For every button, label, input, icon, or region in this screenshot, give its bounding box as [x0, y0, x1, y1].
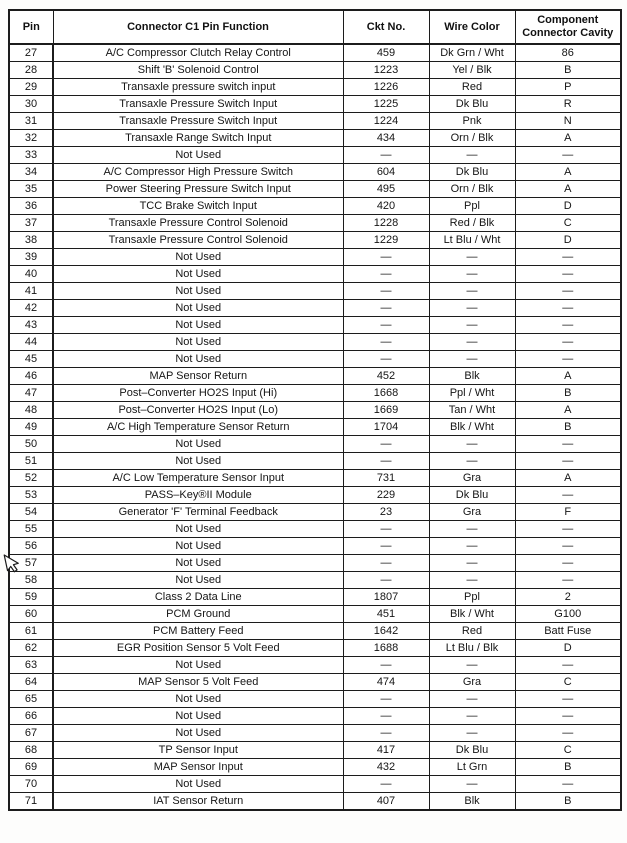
pin-number-cell: 42 — [9, 300, 53, 317]
connector-cavity-cell: — — [515, 538, 621, 555]
wire-color-cell: — — [429, 453, 515, 470]
pin-function-cell: A/C Compressor High Pressure Switch — [53, 164, 343, 181]
header-component-connector-cavity: Component Connector Cavity — [515, 10, 621, 44]
circuit-number-cell: — — [343, 538, 429, 555]
pin-function-cell: Not Used — [53, 555, 343, 572]
pin-function-cell: Not Used — [53, 453, 343, 470]
connector-cavity-cell: P — [515, 79, 621, 96]
table-row — [9, 640, 621, 657]
table-row — [9, 487, 621, 504]
circuit-number-cell: 495 — [343, 181, 429, 198]
pin-number-cell: 35 — [9, 181, 53, 198]
circuit-number-cell: 432 — [343, 759, 429, 776]
pin-number-cell: 62 — [9, 640, 53, 657]
table-row — [9, 334, 621, 351]
pin-number-cell: 32 — [9, 130, 53, 147]
pin-function-cell: Not Used — [53, 147, 343, 164]
connector-cavity-cell: A — [515, 130, 621, 147]
connector-cavity-cell: B — [515, 419, 621, 436]
table-row — [9, 164, 621, 181]
circuit-number-cell: 1704 — [343, 419, 429, 436]
wire-color-cell: — — [429, 283, 515, 300]
pin-function-cell: Not Used — [53, 249, 343, 266]
pin-function-cell: Not Used — [53, 725, 343, 742]
pin-function-cell: A/C Compressor Clutch Relay Control — [53, 44, 343, 62]
pin-number-cell: 55 — [9, 521, 53, 538]
pin-function-cell: Generator 'F' Terminal Feedback — [53, 504, 343, 521]
pin-function-cell: Post–Converter HO2S Input (Lo) — [53, 402, 343, 419]
connector-cavity-cell: C — [515, 215, 621, 232]
connector-cavity-cell: Batt Fuse — [515, 623, 621, 640]
table-row — [9, 181, 621, 198]
pin-function-cell: Transaxle pressure switch input — [53, 79, 343, 96]
circuit-number-cell: 452 — [343, 368, 429, 385]
wire-color-cell: — — [429, 725, 515, 742]
connector-cavity-cell: — — [515, 147, 621, 164]
connector-cavity-cell: — — [515, 487, 621, 504]
table-row — [9, 606, 621, 623]
wire-color-cell: — — [429, 436, 515, 453]
connector-cavity-cell: B — [515, 385, 621, 402]
pin-function-cell: Not Used — [53, 521, 343, 538]
connector-cavity-cell: 2 — [515, 589, 621, 606]
pin-number-cell: 52 — [9, 470, 53, 487]
pin-function-cell: Not Used — [53, 572, 343, 589]
connector-cavity-cell: B — [515, 759, 621, 776]
wire-color-cell: — — [429, 538, 515, 555]
wire-color-cell: Gra — [429, 470, 515, 487]
wire-color-cell: Lt Blu / Wht — [429, 232, 515, 249]
pin-function-cell: TCC Brake Switch Input — [53, 198, 343, 215]
pin-number-cell: 29 — [9, 79, 53, 96]
wire-color-cell: Gra — [429, 504, 515, 521]
pin-function-cell: A/C Low Temperature Sensor Input — [53, 470, 343, 487]
wire-color-cell: — — [429, 555, 515, 572]
pin-number-cell: 30 — [9, 96, 53, 113]
circuit-number-cell: — — [343, 147, 429, 164]
connector-cavity-cell: N — [515, 113, 621, 130]
pin-function-cell: EGR Position Sensor 5 Volt Feed — [53, 640, 343, 657]
pin-number-cell: 64 — [9, 674, 53, 691]
pin-number-cell: 37 — [9, 215, 53, 232]
pin-number-cell: 49 — [9, 419, 53, 436]
table-row — [9, 674, 621, 691]
pin-function-cell: PASS–Key®II Module — [53, 487, 343, 504]
connector-cavity-cell: — — [515, 453, 621, 470]
connector-cavity-cell: A — [515, 470, 621, 487]
pin-function-cell: MAP Sensor 5 Volt Feed — [53, 674, 343, 691]
circuit-number-cell: 1807 — [343, 589, 429, 606]
connector-cavity-cell: A — [515, 164, 621, 181]
table-row — [9, 283, 621, 300]
pin-function-cell: Transaxle Pressure Switch Input — [53, 113, 343, 130]
pin-number-cell: 45 — [9, 351, 53, 368]
connector-cavity-cell: — — [515, 351, 621, 368]
circuit-number-cell: 434 — [343, 130, 429, 147]
wire-color-cell: Pnk — [429, 113, 515, 130]
table-row — [9, 470, 621, 487]
table-row — [9, 419, 621, 436]
table-row — [9, 691, 621, 708]
circuit-number-cell: — — [343, 572, 429, 589]
wire-color-cell: Blk — [429, 793, 515, 811]
table-row — [9, 759, 621, 776]
table-row — [9, 436, 621, 453]
wire-color-cell: Lt Grn — [429, 759, 515, 776]
table-row — [9, 657, 621, 674]
pin-number-cell: 57 — [9, 555, 53, 572]
pin-number-cell: 66 — [9, 708, 53, 725]
wire-color-cell: Dk Grn / Wht — [429, 44, 515, 62]
pin-number-cell: 56 — [9, 538, 53, 555]
table-row — [9, 147, 621, 164]
wire-color-cell: Red — [429, 79, 515, 96]
table-row — [9, 96, 621, 113]
connector-cavity-cell: A — [515, 402, 621, 419]
table-row — [9, 521, 621, 538]
table-row — [9, 742, 621, 759]
table-row — [9, 130, 621, 147]
connector-cavity-cell: A — [515, 181, 621, 198]
wire-color-cell: — — [429, 351, 515, 368]
table-header-row — [9, 10, 621, 44]
pin-number-cell: 61 — [9, 623, 53, 640]
circuit-number-cell: 1229 — [343, 232, 429, 249]
pin-function-cell: Not Used — [53, 708, 343, 725]
pin-number-cell: 67 — [9, 725, 53, 742]
circuit-number-cell: 459 — [343, 44, 429, 62]
table-row — [9, 725, 621, 742]
pin-number-cell: 47 — [9, 385, 53, 402]
pin-number-cell: 53 — [9, 487, 53, 504]
pin-function-cell: Not Used — [53, 351, 343, 368]
header-function: Connector C1 Pin Function — [53, 10, 343, 44]
connector-c1-pinout-table — [8, 9, 622, 811]
pin-number-cell: 27 — [9, 44, 53, 62]
table-row — [9, 300, 621, 317]
circuit-number-cell: — — [343, 266, 429, 283]
pin-number-cell: 60 — [9, 606, 53, 623]
connector-cavity-cell: — — [515, 776, 621, 793]
table-row — [9, 215, 621, 232]
circuit-number-cell: 1228 — [343, 215, 429, 232]
pin-function-cell: MAP Sensor Input — [53, 759, 343, 776]
pin-function-cell: Not Used — [53, 657, 343, 674]
wire-color-cell: — — [429, 147, 515, 164]
circuit-number-cell: 474 — [343, 674, 429, 691]
pin-number-cell: 31 — [9, 113, 53, 130]
wire-color-cell: Blk — [429, 368, 515, 385]
connector-cavity-cell: F — [515, 504, 621, 521]
connector-cavity-cell: — — [515, 708, 621, 725]
header-ckt-no: Ckt No. — [343, 10, 429, 44]
pin-function-cell: Transaxle Range Switch Input — [53, 130, 343, 147]
pin-function-cell: Transaxle Pressure Switch Input — [53, 96, 343, 113]
circuit-number-cell: — — [343, 351, 429, 368]
circuit-number-cell: 1669 — [343, 402, 429, 419]
circuit-number-cell: 1225 — [343, 96, 429, 113]
table-row — [9, 351, 621, 368]
table-row — [9, 368, 621, 385]
pin-number-cell: 70 — [9, 776, 53, 793]
pin-function-cell: Power Steering Pressure Switch Input — [53, 181, 343, 198]
circuit-number-cell: 1224 — [343, 113, 429, 130]
table-row — [9, 504, 621, 521]
circuit-number-cell: 1642 — [343, 623, 429, 640]
connector-cavity-cell: — — [515, 436, 621, 453]
circuit-number-cell: — — [343, 521, 429, 538]
circuit-number-cell: — — [343, 691, 429, 708]
table-row — [9, 79, 621, 96]
table-row — [9, 776, 621, 793]
pin-number-cell: 58 — [9, 572, 53, 589]
connector-cavity-cell: — — [515, 691, 621, 708]
connector-cavity-cell: — — [515, 300, 621, 317]
pin-function-cell: PCM Battery Feed — [53, 623, 343, 640]
connector-cavity-cell: — — [515, 657, 621, 674]
pin-function-cell: Post–Converter HO2S Input (Hi) — [53, 385, 343, 402]
pin-number-cell: 51 — [9, 453, 53, 470]
pin-function-cell: Not Used — [53, 266, 343, 283]
circuit-number-cell: 731 — [343, 470, 429, 487]
pin-number-cell: 59 — [9, 589, 53, 606]
pin-function-cell: TP Sensor Input — [53, 742, 343, 759]
circuit-number-cell: — — [343, 300, 429, 317]
pin-number-cell: 46 — [9, 368, 53, 385]
wire-color-cell: — — [429, 266, 515, 283]
pin-number-cell: 69 — [9, 759, 53, 776]
pin-number-cell: 41 — [9, 283, 53, 300]
pin-function-cell: Not Used — [53, 300, 343, 317]
pin-number-cell: 44 — [9, 334, 53, 351]
table-row — [9, 44, 621, 62]
pin-function-cell: Not Used — [53, 283, 343, 300]
connector-cavity-cell: — — [515, 266, 621, 283]
connector-cavity-cell: — — [515, 555, 621, 572]
circuit-number-cell: — — [343, 657, 429, 674]
wire-color-cell: Dk Blu — [429, 164, 515, 181]
wire-color-cell: — — [429, 776, 515, 793]
circuit-number-cell: — — [343, 317, 429, 334]
circuit-number-cell: — — [343, 283, 429, 300]
table-row — [9, 538, 621, 555]
circuit-number-cell: — — [343, 776, 429, 793]
pin-number-cell: 71 — [9, 793, 53, 811]
pin-number-cell: 38 — [9, 232, 53, 249]
pin-number-cell: 33 — [9, 147, 53, 164]
pin-number-cell: 63 — [9, 657, 53, 674]
pin-number-cell: 36 — [9, 198, 53, 215]
connector-cavity-cell: D — [515, 232, 621, 249]
wire-color-cell: Dk Blu — [429, 96, 515, 113]
circuit-number-cell: — — [343, 555, 429, 572]
wire-color-cell: Blk / Wht — [429, 606, 515, 623]
wire-color-cell: Orn / Blk — [429, 181, 515, 198]
circuit-number-cell: — — [343, 708, 429, 725]
circuit-number-cell: 604 — [343, 164, 429, 181]
connector-cavity-cell: — — [515, 317, 621, 334]
connector-cavity-cell: A — [515, 368, 621, 385]
table-row — [9, 572, 621, 589]
wire-color-cell: Red — [429, 623, 515, 640]
header-pin: Pin — [9, 10, 53, 44]
pin-function-cell: Not Used — [53, 691, 343, 708]
wire-color-cell: Red / Blk — [429, 215, 515, 232]
pin-number-cell: 28 — [9, 62, 53, 79]
wire-color-cell: — — [429, 249, 515, 266]
table-row — [9, 62, 621, 79]
circuit-number-cell: — — [343, 436, 429, 453]
circuit-number-cell: — — [343, 334, 429, 351]
pin-function-cell: Not Used — [53, 334, 343, 351]
pin-number-cell: 54 — [9, 504, 53, 521]
pin-function-cell: Not Used — [53, 538, 343, 555]
wire-color-cell: Dk Blu — [429, 487, 515, 504]
circuit-number-cell: 1226 — [343, 79, 429, 96]
connector-cavity-cell: C — [515, 742, 621, 759]
connector-cavity-cell: — — [515, 249, 621, 266]
wire-color-cell: — — [429, 300, 515, 317]
wire-color-cell: — — [429, 334, 515, 351]
wire-color-cell: — — [429, 317, 515, 334]
table-row — [9, 317, 621, 334]
circuit-number-cell: 1688 — [343, 640, 429, 657]
table-row — [9, 113, 621, 130]
circuit-number-cell: 1223 — [343, 62, 429, 79]
table-row — [9, 589, 621, 606]
pin-function-cell: Not Used — [53, 317, 343, 334]
table-row — [9, 232, 621, 249]
connector-cavity-cell: G100 — [515, 606, 621, 623]
pin-number-cell: 39 — [9, 249, 53, 266]
wire-color-cell: Ppl / Wht — [429, 385, 515, 402]
table-row — [9, 453, 621, 470]
pin-number-cell: 48 — [9, 402, 53, 419]
table-row — [9, 266, 621, 283]
pin-function-cell: Not Used — [53, 436, 343, 453]
pin-function-cell: IAT Sensor Return — [53, 793, 343, 811]
circuit-number-cell: 23 — [343, 504, 429, 521]
pin-function-cell: Class 2 Data Line — [53, 589, 343, 606]
wire-color-cell: Tan / Wht — [429, 402, 515, 419]
table-row — [9, 385, 621, 402]
connector-cavity-cell: R — [515, 96, 621, 113]
connector-cavity-cell: B — [515, 62, 621, 79]
circuit-number-cell: 1668 — [343, 385, 429, 402]
pin-table-body — [9, 44, 621, 810]
pin-number-cell: 40 — [9, 266, 53, 283]
circuit-number-cell: — — [343, 725, 429, 742]
circuit-number-cell: 451 — [343, 606, 429, 623]
table-row — [9, 708, 621, 725]
connector-cavity-cell: — — [515, 334, 621, 351]
pin-function-cell: A/C High Temperature Sensor Return — [53, 419, 343, 436]
connector-cavity-cell: D — [515, 640, 621, 657]
pin-function-cell: Not Used — [53, 776, 343, 793]
pin-number-cell: 65 — [9, 691, 53, 708]
pin-number-cell: 34 — [9, 164, 53, 181]
pin-function-cell: Shift 'B' Solenoid Control — [53, 62, 343, 79]
connector-cavity-cell: C — [515, 674, 621, 691]
pin-function-cell: PCM Ground — [53, 606, 343, 623]
circuit-number-cell: 420 — [343, 198, 429, 215]
pin-number-cell: 50 — [9, 436, 53, 453]
wire-color-cell: — — [429, 691, 515, 708]
header-wire-color: Wire Color — [429, 10, 515, 44]
connector-cavity-cell: — — [515, 283, 621, 300]
connector-cavity-cell: — — [515, 725, 621, 742]
connector-cavity-cell: — — [515, 521, 621, 538]
table-row — [9, 623, 621, 640]
connector-cavity-cell: — — [515, 572, 621, 589]
wire-color-cell: — — [429, 521, 515, 538]
wire-color-cell: — — [429, 708, 515, 725]
circuit-number-cell: — — [343, 453, 429, 470]
wire-color-cell: Ppl — [429, 198, 515, 215]
wire-color-cell: Ppl — [429, 589, 515, 606]
circuit-number-cell: 407 — [343, 793, 429, 811]
pin-function-cell: Transaxle Pressure Control Solenoid — [53, 215, 343, 232]
wire-color-cell: Blk / Wht — [429, 419, 515, 436]
wire-color-cell: Orn / Blk — [429, 130, 515, 147]
wire-color-cell: Lt Blu / Blk — [429, 640, 515, 657]
connector-cavity-cell: D — [515, 198, 621, 215]
circuit-number-cell: 417 — [343, 742, 429, 759]
pin-number-cell: 68 — [9, 742, 53, 759]
table-row — [9, 198, 621, 215]
wire-color-cell: — — [429, 657, 515, 674]
wire-color-cell: Yel / Blk — [429, 62, 515, 79]
wire-color-cell: — — [429, 572, 515, 589]
wire-color-cell: Gra — [429, 674, 515, 691]
wire-color-cell: Dk Blu — [429, 742, 515, 759]
table-row — [9, 249, 621, 266]
table-row — [9, 555, 621, 572]
pin-function-cell: MAP Sensor Return — [53, 368, 343, 385]
table-row — [9, 793, 621, 811]
connector-cavity-cell: 86 — [515, 44, 621, 62]
table-row — [9, 402, 621, 419]
circuit-number-cell: 229 — [343, 487, 429, 504]
connector-cavity-cell: B — [515, 793, 621, 811]
pin-function-cell: Transaxle Pressure Control Solenoid — [53, 232, 343, 249]
pin-number-cell: 43 — [9, 317, 53, 334]
circuit-number-cell: — — [343, 249, 429, 266]
